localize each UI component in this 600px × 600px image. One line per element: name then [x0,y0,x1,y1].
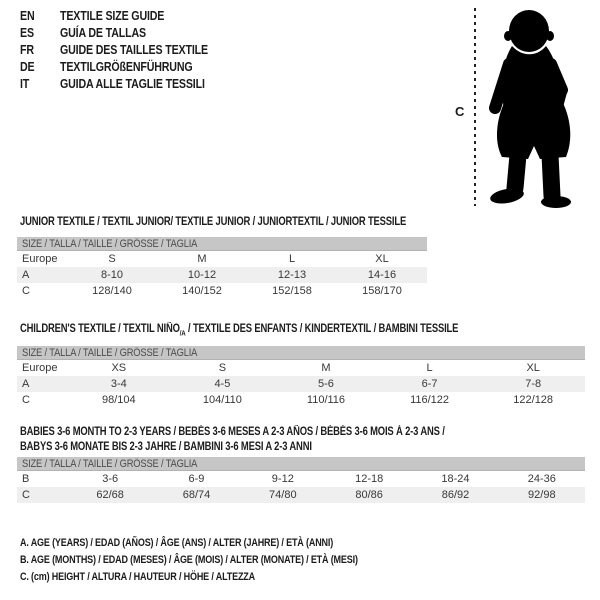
table-row-age [17,376,585,392]
size-value: S [218,362,227,374]
age-value: 24-36 [527,473,556,485]
legend-notes [20,535,432,586]
junior-section-title: JUNIOR TEXTILE / TEXTIL JUNIOR/ TEXTILE JUNIOR / JUNIORTEXTIL / JUNIOR TESSILE [20,216,407,228]
age-value: 5-6 [318,378,334,390]
babies-size-table [17,457,585,503]
age-value: 12-18 [355,473,384,485]
table-row-europe [17,251,427,267]
lang-row-en [20,7,240,24]
table-row-age [17,267,427,283]
size-header-bar: SIZE / TALLA / TAILLE / GRÖSSE / TAGLIA [17,346,585,360]
size-value: XL [375,253,389,265]
lang-label: GUÍA DE TALLAS [60,25,146,40]
age-value: 8-10 [100,269,124,281]
row-label: B [22,473,30,485]
lang-label: GUIDE DES TAILLES TEXTILE [60,42,208,57]
size-header-bar: SIZE / TALLA / TAILLE / GRÖSSE / TAGLIA [17,237,427,251]
lang-code: IT [20,76,30,91]
height-value: 140/152 [182,285,222,297]
height-value: 110/116 [306,394,346,406]
lang-label: TEXTILGRÖßENFÜHRUNG [60,59,193,74]
height-value: 104/110 [202,394,242,406]
junior-size-table [17,237,427,299]
height-value: 128/140 [92,285,132,297]
row-label: C [22,489,30,501]
height-value: 68/74 [182,489,211,501]
age-value: 3-6 [102,473,119,485]
height-value: 122/128 [513,394,554,406]
note-age-months: B. AGE (MONTHS) / EDAD (MESES) / ÂGE (MOIS) / ALTER (MONATE) / ETÀ (MESI) [20,554,358,566]
age-value: 18-24 [441,473,470,485]
size-value: XL [526,362,540,374]
row-label: C [22,285,30,297]
height-value: 80/86 [355,489,383,501]
height-measure-label: C [455,104,465,119]
lang-code: EN [20,8,35,23]
lang-row-de [20,58,240,75]
size-value: L [288,253,296,265]
row-label: A [22,269,30,281]
lang-code: FR [20,42,34,57]
table-row-europe [17,360,585,376]
height-value: 62/68 [96,489,124,501]
height-value: 86/92 [441,489,470,501]
age-value: 4-5 [214,378,231,390]
height-value: 152/158 [272,285,312,297]
height-value: 116/122 [410,394,450,406]
row-label: A [22,378,30,390]
lang-code: DE [20,59,35,74]
size-value: M [197,253,207,265]
nino-a-subscript: /A [179,328,186,338]
lang-row-es [20,24,240,41]
note-height-cm: C. (cm) HEIGHT / ALTURA / HAUTEUR / HÖHE / ALTEZZA [20,571,256,583]
children-size-table [17,346,585,408]
lang-row-fr [20,41,240,58]
row-label: Europe [22,362,58,374]
age-value: 9-12 [271,473,294,485]
height-value: 158/170 [362,285,402,297]
height-dashed-line [474,8,476,206]
age-value: 6-9 [188,473,205,485]
table-row-height [17,487,585,503]
age-value: 6-7 [421,378,438,390]
size-value: M [321,362,331,374]
note-age-years: A. AGE (YEARS) / EDAD (AÑOS) / ÂGE (ANS) / ALTER (JAHRE) / ETÀ (ANNI) [20,537,334,549]
table-row-height [17,283,427,299]
size-value: S [108,253,116,265]
age-value: 3-4 [110,378,127,390]
height-value: 74/80 [269,489,297,501]
size-value: XS [111,362,127,374]
table-row-height [17,392,585,408]
table-row-age-months [17,471,585,487]
height-value: 92/98 [528,489,556,501]
baby-silhouette [482,8,596,208]
lang-label: GUIDA ALLE TAGLIE TESSILI [60,76,205,91]
row-label: Europe [22,253,58,265]
language-guide [20,7,240,92]
age-value: 10-12 [187,269,217,281]
age-value: 12-13 [277,269,307,281]
lang-label: TEXTILE SIZE GUIDE [60,8,165,23]
size-value: L [426,362,433,374]
children-section-title: CHILDREN'S TEXTILE / TEXTIL $NIÑO_{/A}$ / TEXTILE DES ENFANTS / KINDERTEXTIL / BAMBINI TESSILE [20,323,459,338]
age-value: 7-8 [525,378,542,390]
lang-row-it [20,75,240,92]
size-header-bar: SIZE / TALLA / TAILLE / GRÖSSE / TAGLIA [17,457,585,471]
age-value: 14-16 [367,269,397,281]
row-label: C [22,394,30,406]
height-value: 98/104 [101,394,136,406]
babies-section-title: BABIES 3-6 MONTH TO 2-3 YEARS / BEBÉS 3-6 MESES A 2-3 AÑOS / BÉBÉS 3-6 MOIS À 2-3 ANS / BABYS 3-6 MONATE BIS 2-3 JAHRE / BAMBINI 3-6 MESI A 2-3 ANNI [20,426,445,453]
lang-code: ES [20,25,34,40]
